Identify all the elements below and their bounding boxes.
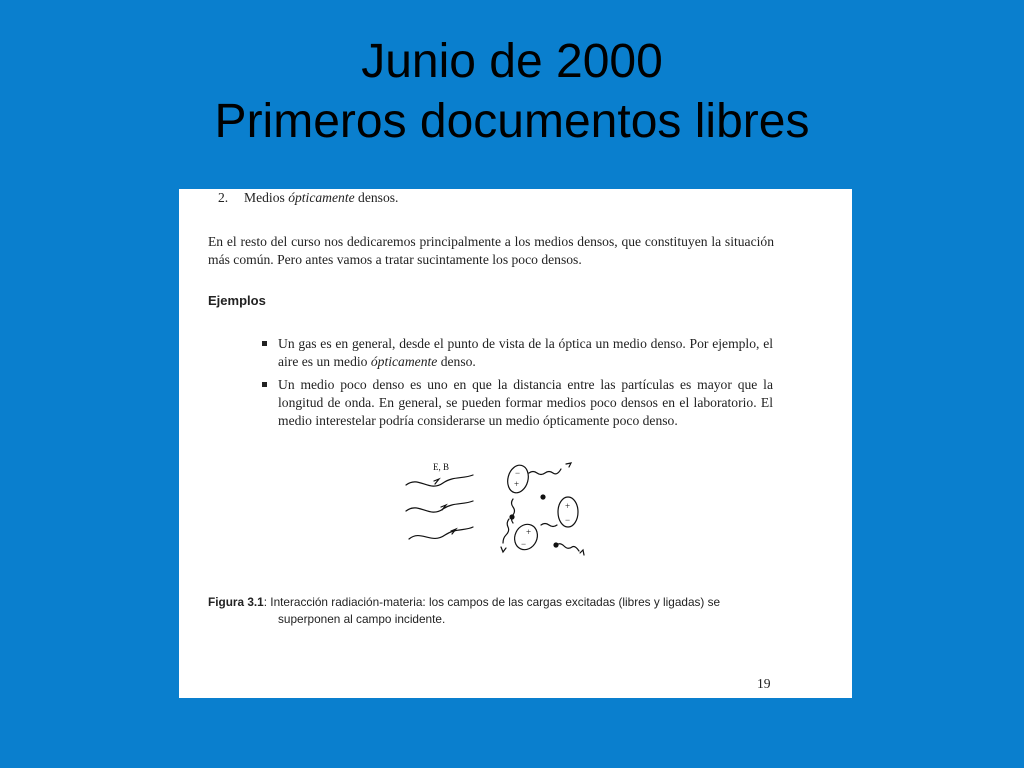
bullet-list [261,335,773,435]
bullet-text: Un medio poco denso es uno en que la distancia entre las partículas es mayor que la longitud de onda. En general, se pueden formar medios poco densos en el laboratorio. El medio interestelar podría considerarse un medio ópticamente poco denso. [278,377,773,428]
caption-line-1: : Interacción radiación-materia: los campos de las cargas excitadas (libres y ligadas) se [263,595,721,609]
list-item-emphasis: ópticamente [288,190,355,205]
wave-line [406,475,473,486]
caption-line-2: superponen al campo incidente. [278,612,446,626]
list-item-text-end: densos. [354,190,399,205]
charge-sign-minus: − [521,539,527,549]
section-heading: Ejemplos [208,293,266,308]
bullet-item [261,376,773,430]
slide-title [0,32,1024,152]
arrow-head [501,547,506,552]
field-label: E, B [433,462,450,472]
bullet-text-end: denso. [437,354,476,369]
bullet-text: Un gas es en general, desde el punto de vista de la óptica un medio denso. Por ejemplo, el aire es un medio [278,336,773,369]
radiation-matter-figure [401,459,591,559]
page-number: 19 [757,676,771,691]
scattered-ray [541,524,557,527]
bullet-mark [262,341,267,346]
figure-caption [208,594,774,628]
arrow-head [434,479,439,484]
bullet-mark [262,382,267,387]
slide-title-line-2: Primeros documentos libres [214,95,810,148]
charge-sign-minus: − [515,468,521,478]
caption-label: Figura 3.1 [208,595,264,609]
body-paragraph: En el resto del curso nos dedicaremos principalmente a los medios densos, que constituyen la situación más común. Pero antes vamos a tratar sucintamente los poco densos. [208,234,774,267]
scattered-ray [503,519,509,543]
charge-sign-plus: + [565,501,571,511]
list-item-text: Medios [244,190,289,205]
slide-title-line-1: Junio de 2000 [361,35,663,88]
free-charge [540,494,545,499]
charge-sign-minus: − [565,515,571,525]
charge-sign-plus: + [514,479,520,489]
scattered-ray [529,469,561,475]
charge-sign-plus: + [526,527,532,537]
document-page-image [179,189,852,698]
arrow-head [580,550,584,555]
bullet-emphasis: ópticamente [370,354,438,369]
free-charge [509,514,514,519]
free-charge [553,542,558,547]
wave-line [406,501,473,512]
arrow-head [566,463,571,467]
wave-line [409,527,473,539]
list-item-2 [218,189,398,207]
scattered-ray [556,544,579,551]
list-item-number: 2. [218,190,229,205]
bullet-item [261,335,773,371]
